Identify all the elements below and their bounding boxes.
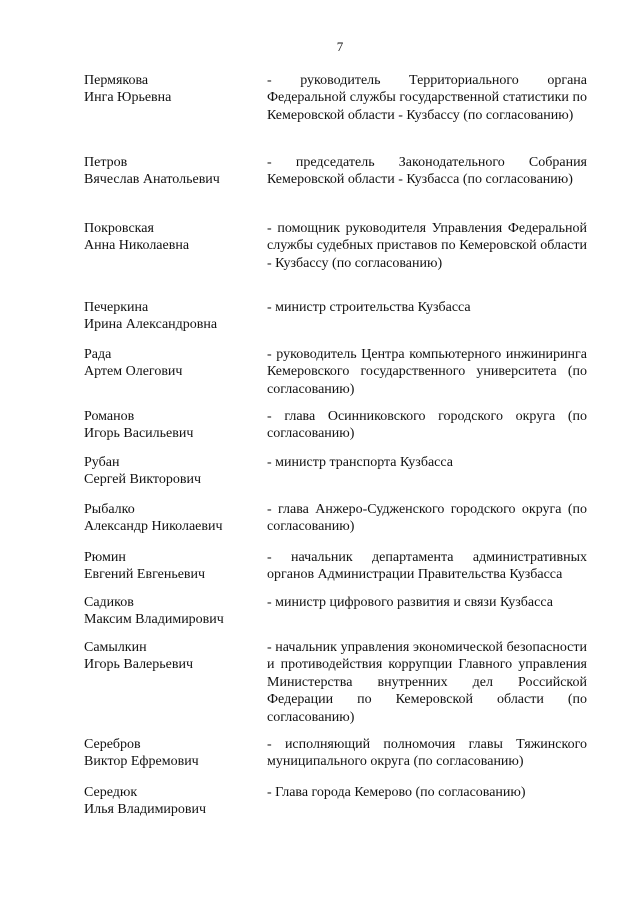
member-name xyxy=(84,72,264,107)
member-role: - исполняющий полномочия главы Тяжинского муниципального округа (по согласованию) xyxy=(267,737,587,770)
page-number: 7 xyxy=(336,39,344,54)
member-row xyxy=(84,736,587,784)
member-surname: Серебров xyxy=(84,737,141,752)
member-name xyxy=(84,299,264,334)
member-given-name: Александр Николаевич xyxy=(84,519,223,535)
member-given-name: Артем Олегович xyxy=(84,364,183,380)
member-name xyxy=(84,346,264,381)
member-role: - министр транспорта Кузбасса xyxy=(267,455,453,470)
member-surname: Садиков xyxy=(84,595,134,610)
member-surname: Рубан xyxy=(84,455,120,470)
member-name xyxy=(84,639,264,674)
member-row xyxy=(84,784,587,826)
member-role: - глава Осинниковского городского округа (по согласованию) xyxy=(267,409,587,442)
member-name xyxy=(84,501,264,536)
member-row xyxy=(84,72,587,154)
member-role: - руководитель Центра компьютерного инжиниринга Кемеровского государственного университета (по согласованию) xyxy=(267,347,587,397)
member-given-name: Игорь Валерьевич xyxy=(84,657,194,673)
member-role: - председатель Законодательного Собрания Кемеровской области - Кузбасса (по согласованию) xyxy=(267,155,587,188)
member-surname: Романов xyxy=(84,409,135,424)
member-given-name: Анна Николаевна xyxy=(84,238,190,254)
member-given-name: Сергей Викторович xyxy=(84,472,202,488)
member-surname: Пермякова xyxy=(84,73,149,88)
member-given-name: Вячеслав Анатольевич xyxy=(84,172,220,188)
member-name xyxy=(84,454,264,489)
member-surname: Покровская xyxy=(84,221,154,236)
member-name xyxy=(84,594,264,629)
member-role: - министр строительства Кузбасса xyxy=(267,300,471,315)
member-given-name: Виктор Ефремович xyxy=(84,754,199,770)
member-name xyxy=(84,549,264,584)
member-role: - руководитель Территориального органа Федеральной службы государственной статистики по Кемеровской области - Кузбассу (по согласованию) xyxy=(267,73,587,123)
member-role: - Глава города Кемерово (по согласованию) xyxy=(267,785,526,800)
member-surname: Рюмин xyxy=(84,550,126,565)
member-row xyxy=(84,408,587,454)
member-given-name: Игорь Васильевич xyxy=(84,426,194,442)
member-row xyxy=(84,639,587,736)
member-surname: Рада xyxy=(84,347,112,362)
member-surname: Самылкин xyxy=(84,640,147,655)
member-surname: Петров xyxy=(84,155,128,170)
member-name xyxy=(84,736,264,771)
member-surname: Печеркина xyxy=(84,300,149,315)
member-role: - помощник руководителя Управления Федеральной службы судебных приставов по Кемеровской области - Кузбассу (по согласованию) xyxy=(267,221,587,271)
member-surname: Середюк xyxy=(84,785,138,800)
member-row xyxy=(84,299,587,346)
member-name xyxy=(84,408,264,443)
member-list xyxy=(84,72,587,826)
member-name xyxy=(84,220,264,255)
member-given-name: Илья Владимирович xyxy=(84,802,207,818)
member-row xyxy=(84,154,587,220)
member-row xyxy=(84,454,587,501)
member-role: - министр цифрового развития и связи Кузбасса xyxy=(267,595,553,610)
member-row xyxy=(84,220,587,299)
member-given-name: Ирина Александровна xyxy=(84,317,218,333)
member-role: - начальник управления экономической безопасности и противодействия коррупции Главного управления Министерства внутренних дел Российской Федерации по Кемеровской области (по согласованию) xyxy=(267,640,587,725)
member-role: - начальник департамента административных органов Администрации Правительства Кузбасса xyxy=(267,550,587,583)
member-surname: Рыбалко xyxy=(84,502,135,517)
member-given-name: Инга Юрьевна xyxy=(84,90,172,106)
member-given-name: Евгений Евгеньевич xyxy=(84,567,206,583)
member-row xyxy=(84,501,587,549)
member-given-name: Максим Владимирович xyxy=(84,612,224,628)
member-row xyxy=(84,594,587,639)
member-row xyxy=(84,346,587,408)
member-role: - глава Анжеро-Судженского городского округа (по согласованию) xyxy=(267,502,587,535)
member-name xyxy=(84,784,264,819)
member-name xyxy=(84,154,264,189)
member-row xyxy=(84,549,587,594)
